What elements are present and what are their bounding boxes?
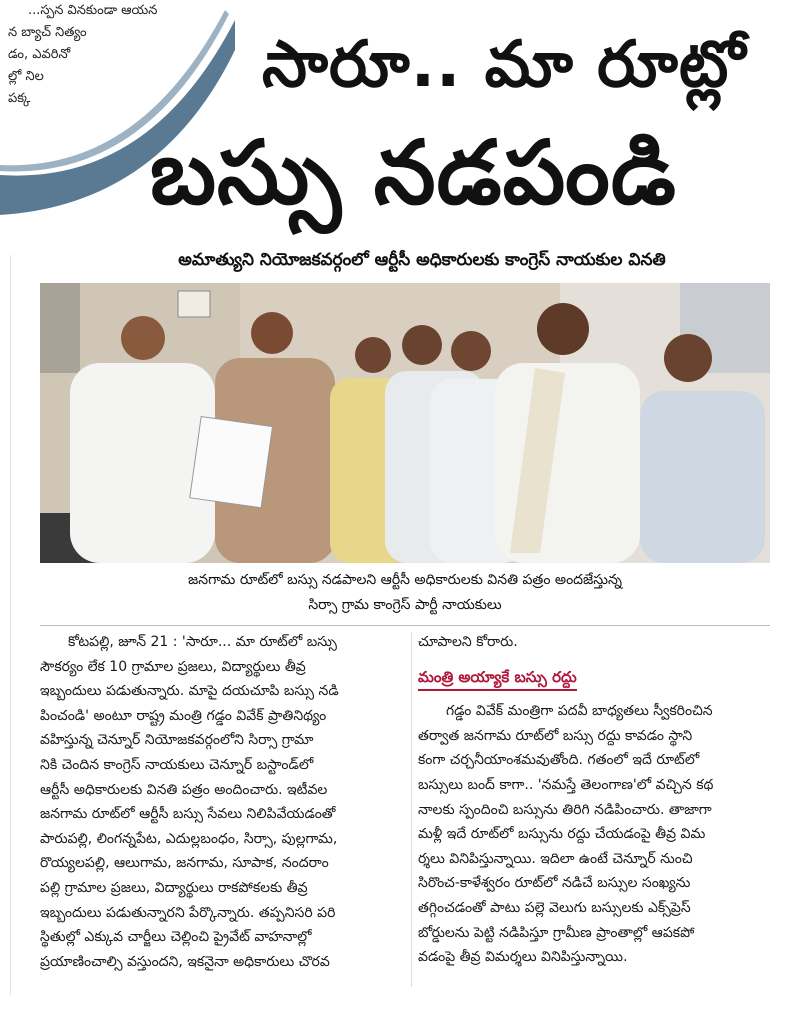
article-line: స్థితుల్లో ఎక్కువ చార్జీలు చెల్లించి ప్రైవేట్ వాహనాల్లో (40, 929, 312, 946)
article-line: ర్శలు వినిపిస్తున్నాయి. ఇదిలా ఉంటే చెన్నూర్ నుంచి (418, 850, 693, 867)
column-divider (411, 632, 412, 987)
article-line: సౌకర్యం లేక 10 గ్రామాల ప్రజలు, విద్యార్థులు తీవ్ర (40, 658, 306, 675)
article-line: జనగామ రూట్‌లో ఆర్టీసీ బస్సు సేవలు నిలిపివేయడంతో (40, 806, 336, 823)
article-line: బస్సులు బంద్ కాగా.. 'నమస్తే తెలంగాణ'లో వచ్చిన కథ (418, 776, 714, 793)
caption-divider (40, 625, 770, 626)
article-line: సిరొంచ-కాళేశ్వరం రూట్‌లో నడిచే బస్సుల సంఖ్యను (418, 875, 691, 892)
article-line: పించండి' అంటూ రాష్ట్ర మంత్రి గడ్డం వివేక్ ప్రాతినిథ్యం (40, 707, 327, 724)
headline-line-1: సారూ.. మా రూట్లో (262, 28, 747, 102)
article-line: బోర్డులను పెట్టి నడిపిస్తూ గ్రామీణ ప్రాంతాల్లో ఆపకపో (418, 924, 695, 941)
article-line: వడంపై తీవ్ర విమర్శలు వినిపిస్తున్నాయి. (418, 949, 628, 966)
news-photo (40, 283, 770, 563)
photo-caption-line-1: జనగామ రూట్‌లో బస్సు నడపాలని ఆర్టీసీ అధికారులకు వినతి పత్రం అందజేస్తున్న (188, 572, 622, 588)
article-line: గడ్డం వివేక్ మంత్రిగా పదవీ బాధ్యతలు స్వీకరించిన (446, 703, 713, 720)
article-line: తర్వాత జనగామ రూట్‌లో బస్సు రద్దు కావడం స్థాని (418, 727, 693, 744)
corner-snippet-line: ...స్పన వినకుండా ఆయన (28, 3, 158, 18)
article-subheading: మంత్రి అయ్యాకే బస్సు రద్దు (418, 665, 577, 692)
article-line: ఇబ్బందులు పడుతున్నారు. మాపై దయచూపి బస్సు నడి (40, 683, 339, 700)
page-edge-rule (10, 255, 11, 995)
article-line: ఆర్టీసీ అధికారులకు వినతి పత్రం అందించారు. ఇటీవల (40, 781, 328, 798)
article-line: వహిస్తున్న చెన్నూర్ నియోజకవర్గంలోని సిర్సా గ్రామా (40, 732, 314, 749)
photo-caption-line-2: సిర్సా గ్రామ కాంగ్రెస్ పార్టీ నాయకులు (308, 597, 502, 613)
article-line: రొయ్యలపల్లి, ఆలుగామ, జనగామ, సూపాక, నందరాం (40, 855, 329, 872)
headline-line-2: బస్సు నడపండి (150, 121, 677, 224)
corner-snippet-line: పక్క (8, 91, 31, 106)
article-line: ఇబ్బందులు పడుతున్నారని పేర్కొన్నారు. తప్పనిసరి పరి (40, 904, 336, 921)
article-line: ప్రయాణించాల్సి వస్తుందని, ఇకనైనా అధికారులు చొరవ (40, 953, 330, 970)
article-line: కంగా చర్చనీయాంశమవుతోంది. గతంలో ఇదే రూట్‌లో (418, 752, 700, 769)
article-line: తగ్గించడంతో పాటు పల్లె వెలుగు బస్సులకు ఎక్స్‌ప్రెస్ (418, 899, 691, 916)
corner-snippet-line: డం, ఎవరినో (8, 47, 71, 62)
article-line: పల్లి గ్రామాల ప్రజలు, విద్యార్థులు రాకపోకలకు తీవ్ర (40, 879, 308, 896)
article-line: నికి చెందిన కాంగ్రెస్ నాయకులు చెన్నూర్ బస్టాండ్‌లో (40, 756, 314, 773)
article-line: చూపాలని కోరారు. (418, 634, 518, 650)
corner-snippet-line: ల్లో నిల (8, 69, 44, 84)
article-line: మళ్లీ ఇదే రూట్‌లో బస్సును రద్దు చేయడంపై తీవ్ర విమ (418, 826, 706, 843)
article-column-left (40, 630, 407, 974)
photo-caption (40, 568, 770, 618)
corner-snippet-line: న బ్యాచ్ నిత్యం (8, 25, 87, 40)
article-line: కోటపల్లి, జూన్ 21 : 'సారూ... మా రూట్‌లో బస్సు (68, 634, 337, 650)
subheadline: అమాత్యుని నియోజకవర్గంలో ఆర్టీసీ అధికారులకు కాంగ్రెస్ నాయకుల వినతి (178, 250, 666, 270)
article-line: పారుపల్లి, లింగన్నపేట, ఎదుల్లబంధం, సిర్సా, పుల్లగామ, (40, 830, 338, 847)
article-line: నాలకు స్పందించి బస్సును తిరిగి నడిపించారు. తాజాగా (418, 801, 712, 818)
article-column-right (418, 630, 770, 970)
article-right-body (418, 699, 770, 970)
